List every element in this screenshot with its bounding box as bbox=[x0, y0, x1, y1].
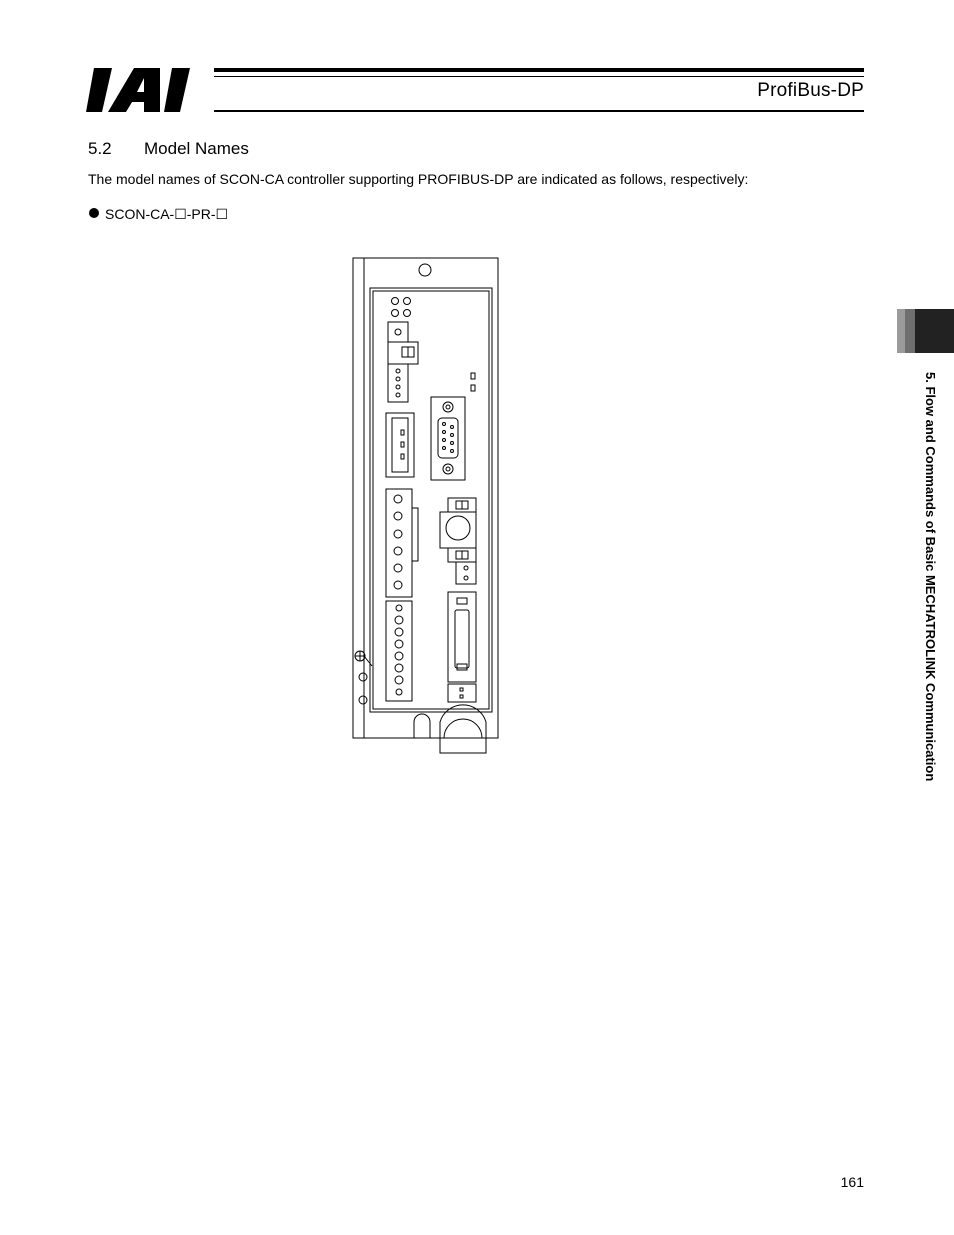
chapter-tab-stripe-dark bbox=[915, 309, 954, 353]
controller-drawing bbox=[352, 256, 500, 756]
header-product-name: ProfiBus-DP bbox=[757, 80, 864, 101]
chapter-tab bbox=[897, 309, 954, 353]
iai-logo-icon bbox=[86, 66, 212, 118]
bullet-icon bbox=[89, 208, 99, 218]
section-number: 5.2 bbox=[88, 139, 112, 158]
model-name-item: SCON-CA-☐-PR-☐ bbox=[105, 206, 229, 222]
chapter-tab-stripe-mid bbox=[905, 309, 915, 353]
chapter-tab-stripe-light bbox=[897, 309, 905, 353]
header-rule-thick bbox=[214, 68, 864, 72]
header-rule-bottom bbox=[214, 110, 864, 112]
chapter-side-label: 5. Flow and Commands of Basic MECHATROLINK Communication bbox=[923, 372, 938, 782]
intro-paragraph: The model names of SCON-CA controller supporting PROFIBUS-DP are indicated as follows, respectively: bbox=[88, 171, 749, 187]
header-rule-thin bbox=[214, 76, 864, 77]
page-number: 161 bbox=[840, 1174, 864, 1190]
section-title: Model Names bbox=[144, 139, 249, 158]
